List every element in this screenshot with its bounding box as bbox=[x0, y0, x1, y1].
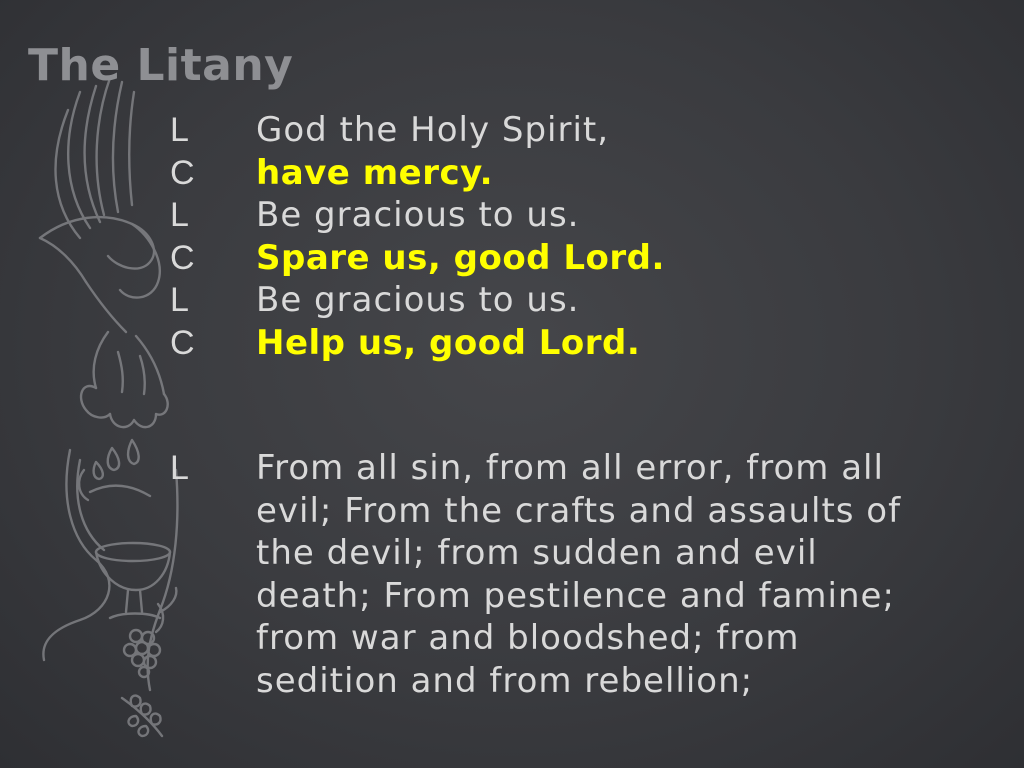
congregation-line: Help us, good Lord. bbox=[256, 323, 641, 363]
leader-line: God the Holy Spirit, bbox=[256, 110, 610, 150]
slide-title: The Litany bbox=[28, 40, 294, 91]
petition-line: evil; From the crafts and assaults of bbox=[256, 490, 902, 531]
speaker-label-leader: L bbox=[170, 281, 189, 319]
speaker-label-congregation: C bbox=[170, 324, 195, 362]
petition-line: from war and bloodshed; from bbox=[256, 618, 800, 658]
petition-paragraph bbox=[256, 447, 996, 702]
congregation-line: Spare us, good Lord. bbox=[256, 238, 665, 278]
petition-line: From all sin, from all error, from all bbox=[256, 448, 884, 488]
speaker-label-leader: L bbox=[170, 196, 189, 234]
petition-line: death; From pestilence and famine; bbox=[256, 575, 895, 616]
petition-line: the devil; from sudden and evil bbox=[256, 533, 818, 573]
speaker-label-congregation: C bbox=[170, 239, 195, 277]
leader-line: Be gracious to us. bbox=[256, 195, 580, 235]
speaker-label-congregation: C bbox=[170, 154, 195, 192]
speaker-label-leader: L bbox=[170, 111, 189, 149]
speaker-label-leader: L bbox=[170, 449, 189, 487]
congregation-line: have mercy. bbox=[256, 153, 494, 193]
petition-line: sedition and from rebellion; bbox=[256, 660, 754, 701]
leader-line: Be gracious to us. bbox=[256, 280, 580, 320]
